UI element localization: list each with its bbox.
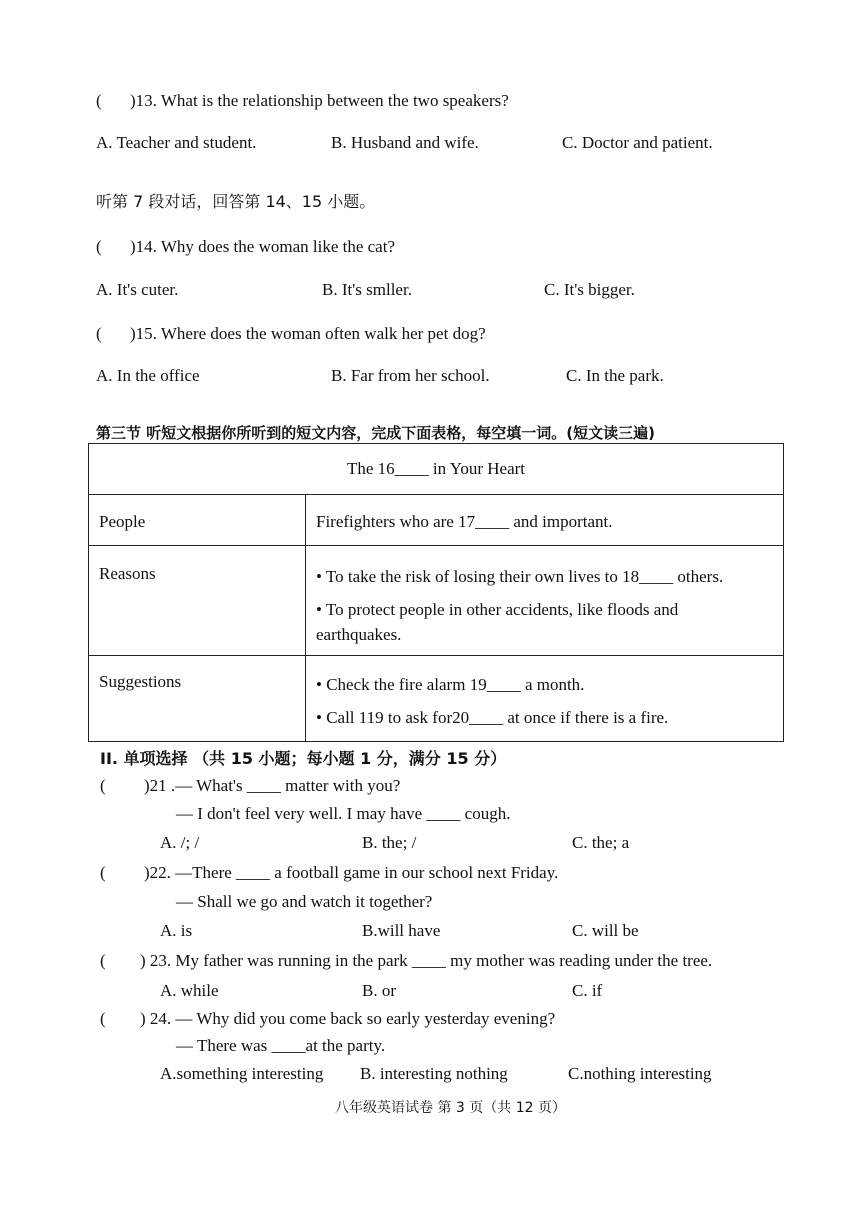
part2-heading: II. 单项选择 （共 15 小题；每小题 1 分，满分 15 分）: [100, 749, 507, 768]
reasons-line-1: • To take the risk of losing their own lives to 18____ others.: [316, 567, 724, 586]
table-row-label-people: People: [89, 495, 306, 546]
q15-option-b: B. Far from her school.: [331, 366, 490, 385]
q14-option-c: C. It's bigger.: [544, 280, 635, 299]
q15-paren: (: [96, 324, 102, 343]
q14-option-a: A. It's cuter.: [96, 280, 179, 299]
q14-stem: )14. Why does the woman like the cat?: [130, 237, 395, 256]
q22-option-c: C. will be: [572, 921, 639, 940]
q21-stem: )21 .— What's ____ matter with you?: [144, 776, 401, 795]
q14-paren: (: [96, 237, 102, 256]
q13-stem: )13. What is the relationship between the two speakers?: [130, 91, 509, 110]
q24-paren: (: [100, 1009, 106, 1028]
q24-option-b: B. interesting nothing: [360, 1064, 508, 1083]
table-row-suggestions-content: [306, 656, 784, 742]
table-row-label-suggestions: Suggestions: [89, 656, 306, 742]
table-row-label-reasons: Reasons: [89, 546, 306, 656]
section3-heading: 第三节 听短文根据你所听到的短文内容，完成下面表格，每空填一词。(短文读三遍): [96, 424, 655, 442]
table-row-people-content: [306, 495, 784, 546]
q13-option-c: C. Doctor and patient.: [562, 133, 713, 152]
suggestions-line-2: • Call 119 to ask for20____ at once if there is a fire.: [316, 708, 669, 727]
suggestions-line-1: • Check the fire alarm 19____ a month.: [316, 675, 585, 694]
q21-option-b: B. the; /: [362, 833, 417, 852]
q13-option-b: B. Husband and wife.: [331, 133, 479, 152]
q22-paren: (: [100, 863, 106, 882]
q21-paren: (: [100, 776, 106, 795]
q24-stem-2: — There was ____at the party.: [176, 1036, 386, 1055]
q22-stem-2: — Shall we go and watch it together?: [176, 892, 433, 911]
q24-stem: ) 24. — Why did you come back so early yesterday evening?: [140, 1009, 556, 1028]
q23-option-a: A. while: [160, 981, 219, 1000]
q23-option-b: B. or: [362, 981, 396, 1000]
q21-stem-2: — I don't feel very well. I may have ____ cough.: [176, 804, 511, 823]
q22-option-b: B.will have: [362, 921, 441, 940]
q24-option-c: C.nothing interesting: [568, 1064, 712, 1083]
q15-stem: )15. Where does the woman often walk her pet dog?: [130, 324, 486, 343]
q21-option-a: A. /; /: [160, 833, 200, 852]
page-footer: 八年级英语试卷 第 3 页（共 12 页）: [335, 1100, 566, 1116]
reasons-line-3: earthquakes.: [316, 625, 402, 644]
q21-option-c: C. the; a: [572, 833, 630, 852]
dialog7-instruction: 听第 7 段对话，回答第 14、15 小题。: [96, 192, 376, 211]
q23-paren: (: [100, 951, 106, 970]
q23-stem: ) 23. My father was running in the park ____ my mother was reading under the tree.: [140, 951, 713, 970]
q13-paren: (: [96, 91, 102, 110]
q14-option-b: B. It's smller.: [322, 280, 412, 299]
q15-option-c: C. In the park.: [566, 366, 664, 385]
q13-option-a: A. Teacher and student.: [96, 133, 257, 152]
people-line-1: Firefighters who are 17____ and important.: [316, 512, 613, 531]
q22-option-a: A. is: [160, 921, 193, 940]
q24-option-a: A.something interesting: [160, 1064, 324, 1083]
table-row-reasons-content: [306, 546, 784, 656]
q15-option-a: A. In the office: [96, 366, 200, 385]
reasons-line-2: • To protect people in other accidents, like floods and: [316, 600, 679, 619]
table-title: The 16____ in Your Heart: [89, 444, 784, 495]
q22-stem: )22. —There ____ a football game in our school next Friday.: [144, 863, 559, 882]
q23-option-c: C. if: [572, 981, 603, 1000]
listening-table: [88, 443, 784, 742]
